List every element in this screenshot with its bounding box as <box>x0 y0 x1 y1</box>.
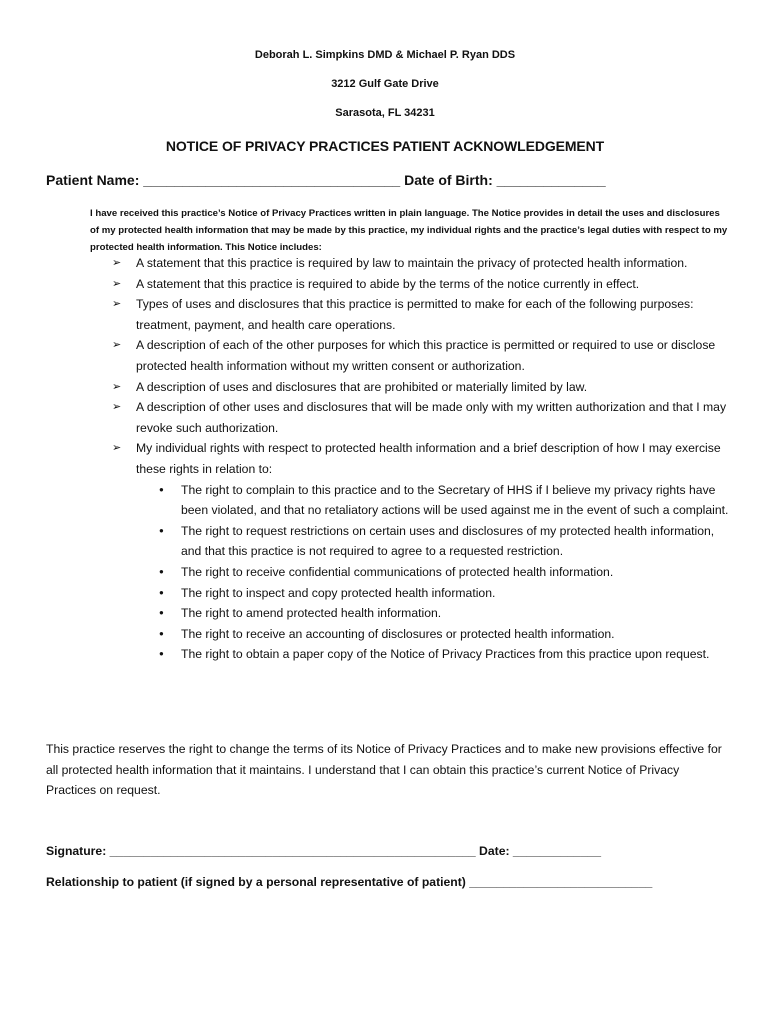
practice-street: 3212 Gulf Gate Drive <box>331 78 439 90</box>
list-item: ➢ A description of other uses and disclosures that will be made only with my written authorization and that I may revoke such authorization. <box>110 397 730 438</box>
document-title: NOTICE OF PRIVACY PRACTICES PATIENT ACKNOWLEDGEMENT <box>165 138 605 154</box>
rights-item: ● The right to request restrictions on certain uses and disclosures of my protected health information, and that this practice is not required to agree to a requested restriction. <box>156 521 730 562</box>
list-item: ➢ My individual rights with respect to protected health information and a brief description of how I may exercise these rights in relation to: ● The right to complain to this practice and to the Secretary of HHS if I believe my privacy rights have been violated, and that no retaliatory actions will be used against me in the event of such a complaint. ● The right to request restrictions on certain uses and disclosures of my protected health information, and that this practice is not required to agree to a requested restriction. ● The right to receive confidential communications of protected health information. ● The right to inspect and copy protected health information. ● The right to amend protected health information. ● The right to receive an accounting of disclosures or protected health information. ● The right to obtain a paper copy of the Notice of Privacy Practices from this practice upon request. <box>110 438 730 665</box>
notice-includes-list <box>110 253 730 665</box>
rights-item: ● The right to receive confidential communications of protected health information. <box>156 562 730 583</box>
rights-item: ● The right to amend protected health information. <box>156 603 730 624</box>
rights-item: ● The right to obtain a paper copy of the Notice of Privacy Practices from this practice upon request. <box>156 644 730 665</box>
list-item: ➢ Types of uses and disclosures that this practice is permitted to make for each of the following purposes: treatment, payment, and health care operations. <box>110 294 730 335</box>
intro-paragraph: I have received this practice’s Notice of Privacy Practices written in plain language. The Notice provides in detail the uses and disclosures of my protected health information that may be made by this practice, my individual rights and the practice’s legal duties with respect to my protected health information. This Notice includes: <box>90 208 728 253</box>
practice-city: Sarasota, FL 34231 <box>335 107 435 119</box>
list-item: ➢ A description of uses and disclosures that are prohibited or materially limited by law. <box>110 377 730 398</box>
individual-rights-list <box>156 480 730 665</box>
signature-date-line[interactable]: Signature: ______________________________________________________ Date: _____________ <box>46 844 602 858</box>
practice-name: Deborah L. Simpkins DMD & Michael P. Ryan DDS <box>254 49 516 61</box>
rights-item: ● The right to receive an accounting of disclosures or protected health information. <box>156 624 730 645</box>
closing-paragraph: This practice reserves the right to change the terms of its Notice of Privacy Practices and to make new provisions effective for all protected health information that it maintains. I understand that I can obtain this practice’s current Notice of Privacy Practices on request. <box>46 742 722 798</box>
relationship-line[interactable]: Relationship to patient (if signed by a personal representative of patient) ___________________________ <box>46 875 653 889</box>
list-item: ➢ A statement that this practice is required to abide by the terms of the notice currently in effect. <box>110 274 730 295</box>
patient-name-dob-line[interactable]: Patient Name: _________________________________ Date of Birth: ______________ <box>46 172 606 188</box>
rights-item: ● The right to inspect and copy protected health information. <box>156 583 730 604</box>
rights-item: ● The right to complain to this practice and to the Secretary of HHS if I believe my privacy rights have been violated, and that no retaliatory actions will be used against me in the event of such a complaint. <box>156 480 730 521</box>
list-item: ➢ A description of each of the other purposes for which this practice is permitted or required to use or disclose protected health information without my written consent or authorization. <box>110 335 730 376</box>
list-item: ➢ A statement that this practice is required by law to maintain the privacy of protected health information. <box>110 253 730 274</box>
